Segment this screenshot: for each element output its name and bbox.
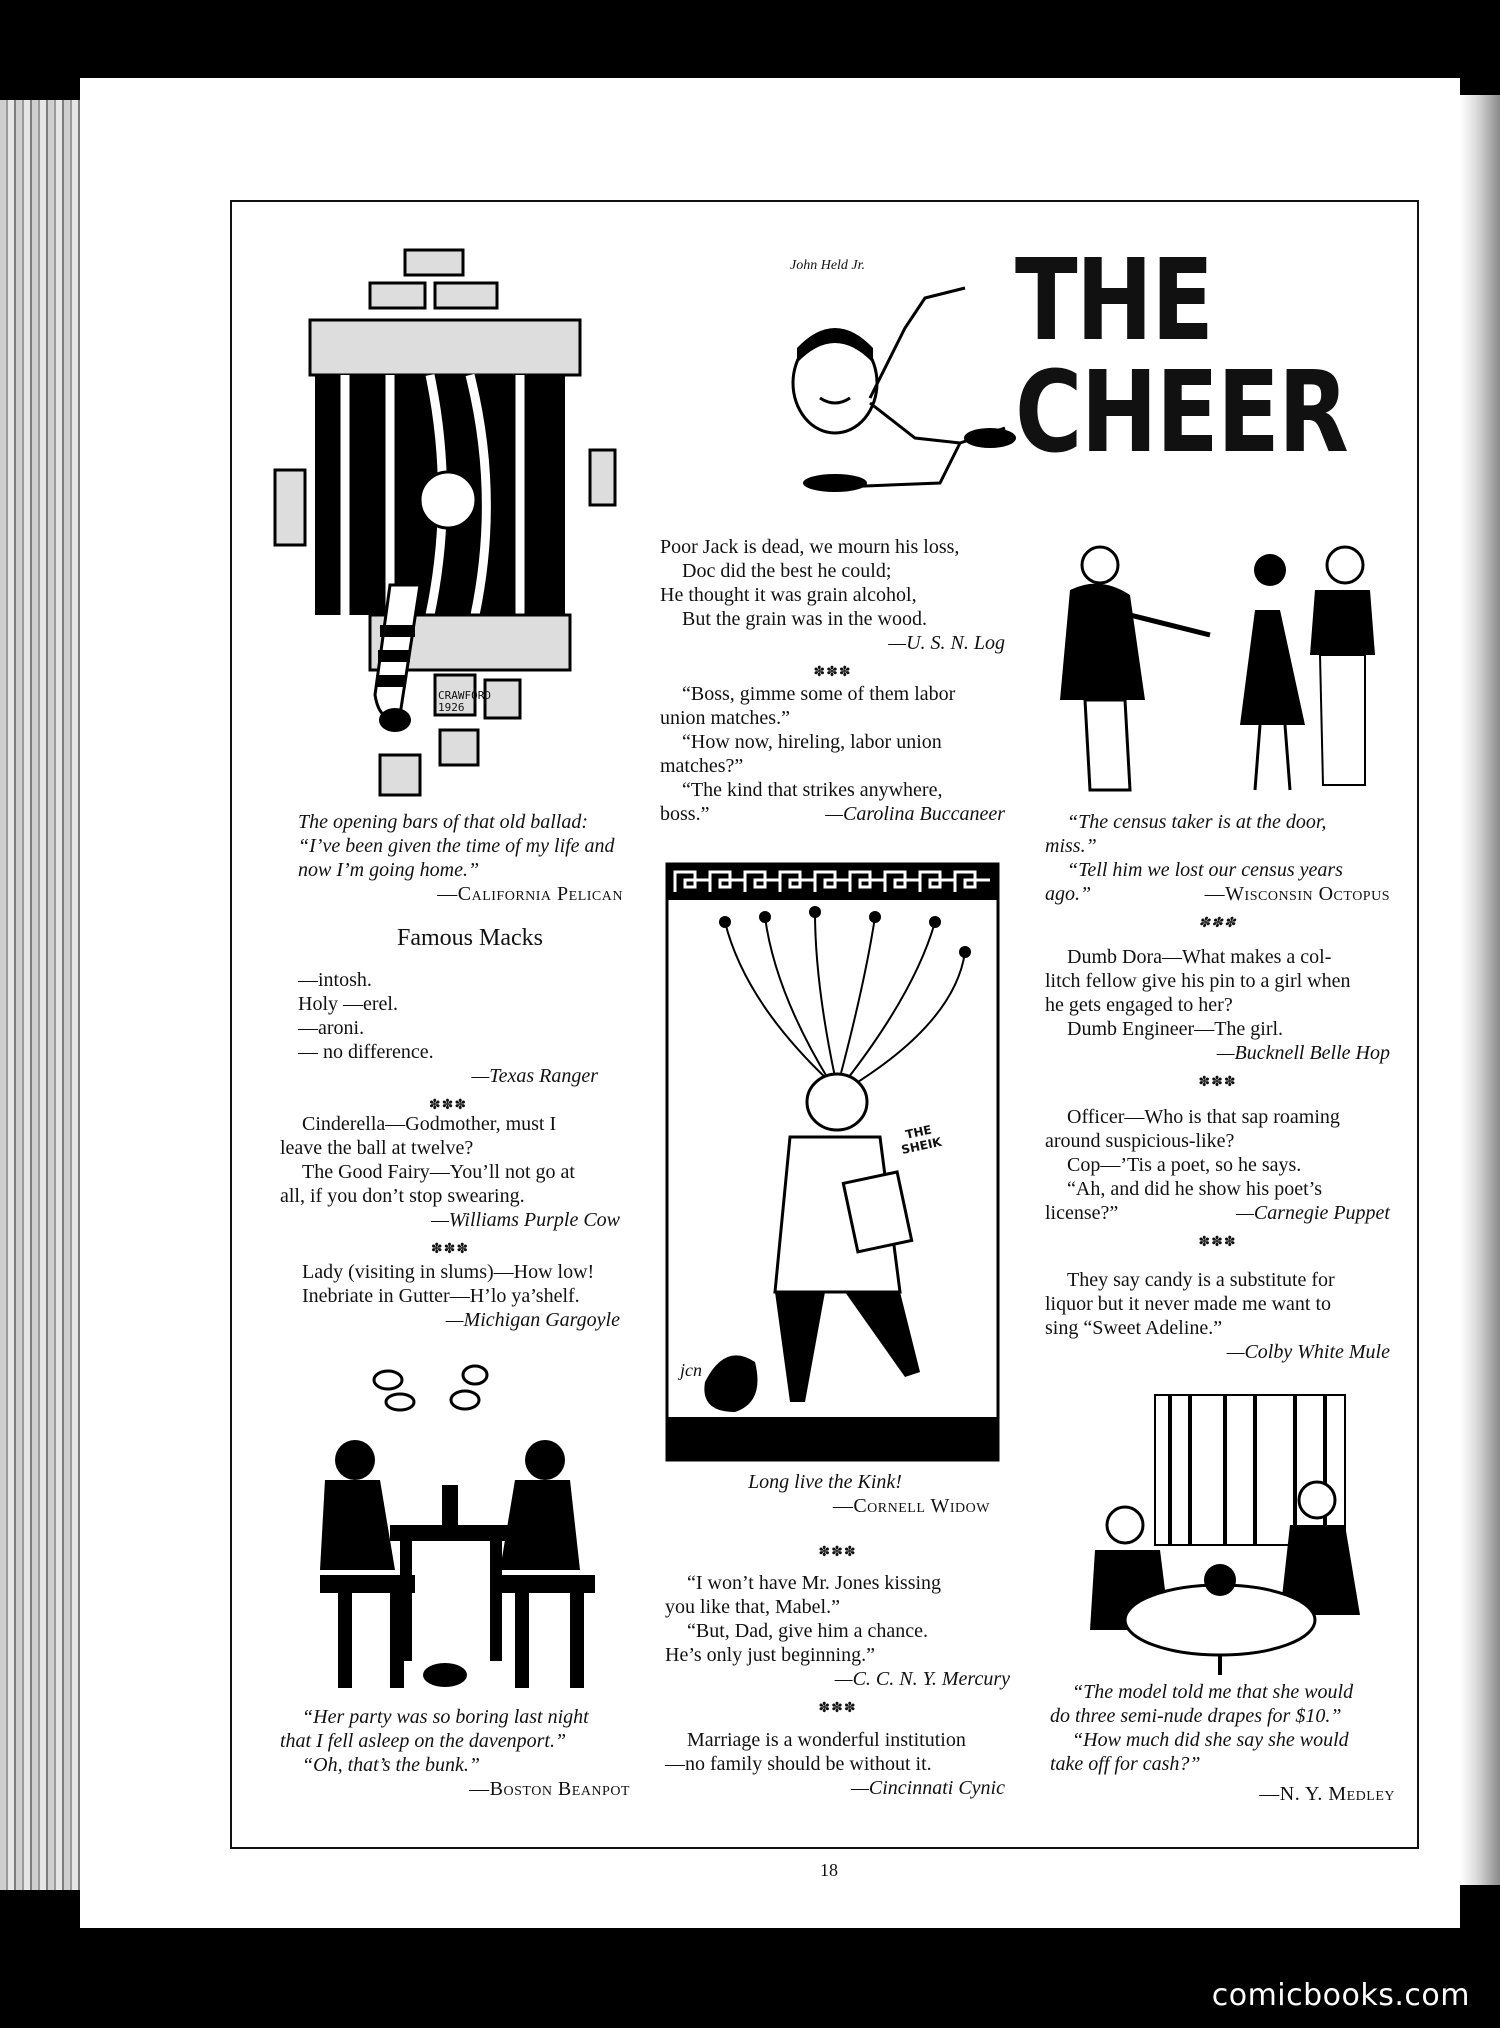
kink-signature: jcn bbox=[680, 1360, 702, 1380]
joke-line: The Good Fairy—You’ll not go at bbox=[302, 1161, 575, 1183]
caption-line: The opening bars of that old ballad: bbox=[298, 811, 588, 833]
joke-line: “The census taker is at the door, bbox=[1067, 811, 1327, 833]
joke-line: Marriage is a wonderful institution bbox=[687, 1729, 966, 1751]
cinderella-joke bbox=[280, 1112, 620, 1268]
joke-line: Dumb Dora—What makes a col- bbox=[1067, 946, 1332, 968]
header-artist-signature: John Held Jr. bbox=[790, 258, 866, 273]
joke-source: —Carnegie Puppet bbox=[1236, 1202, 1390, 1224]
joke-line: —aroni. bbox=[298, 1017, 365, 1039]
ornament-divider: ✽✽✽ bbox=[428, 1098, 468, 1113]
joke-line: They say candy is a substitute for bbox=[1067, 1269, 1335, 1291]
poem-line: Doc did the best he could; bbox=[682, 560, 892, 582]
joke-line: boss.” bbox=[660, 803, 710, 825]
jail-caption bbox=[298, 810, 623, 906]
joke-source: —C. C. N. Y. Mercury bbox=[834, 1668, 1010, 1690]
joke-line: —no family should be without it. bbox=[665, 1753, 932, 1775]
caption-line: that I fell asleep on the davenport.” bbox=[280, 1730, 567, 1752]
joke-line: sing “Sweet Adeline.” bbox=[1045, 1317, 1223, 1339]
joke-line: — no difference. bbox=[298, 1041, 434, 1063]
joke-line: all, if you don’t stop swearing. bbox=[280, 1185, 525, 1207]
joke-line: “I won’t have Mr. Jones kissing bbox=[687, 1572, 942, 1594]
restaurant-illustration bbox=[1055, 1390, 1385, 1680]
poem-source: —U. S. N. Log bbox=[888, 632, 1005, 654]
joke-line: Lady (visiting in slums)—How low! bbox=[302, 1261, 595, 1283]
joke-last-line bbox=[660, 802, 1005, 826]
poem-line: Poor Jack is dead, we mourn his loss, bbox=[660, 536, 960, 558]
site-watermark: comicbooks.com bbox=[1211, 1978, 1470, 2013]
joke-line: he gets engaged to her? bbox=[1045, 994, 1233, 1016]
joke-line: Cop—’Tis a poet, so he says. bbox=[1067, 1154, 1302, 1176]
census-joke bbox=[1045, 810, 1390, 942]
caption-source: —Cornell Widow bbox=[832, 1495, 990, 1517]
model-caption bbox=[1050, 1680, 1395, 1806]
joke-last-line bbox=[1045, 882, 1390, 906]
joke-line: “The kind that strikes anywhere, bbox=[682, 779, 943, 801]
famous-macks-title: Famous Macks bbox=[397, 925, 543, 951]
ornament-divider: ✽✽✽ bbox=[1198, 1075, 1237, 1090]
joke-line: “Ah, and did he show his poet’s bbox=[1067, 1178, 1322, 1200]
jail-signature: CRAWFORD 1926 bbox=[438, 689, 491, 714]
ornament-divider: ✽✽✽ bbox=[1198, 916, 1237, 931]
caption-line: “How much did she say she would bbox=[1072, 1729, 1349, 1751]
joke-source: —Bucknell Belle Hop bbox=[1216, 1042, 1390, 1064]
joke-source: —Williams Purple Cow bbox=[431, 1209, 620, 1231]
joke-line: “Tell him we lost our census years bbox=[1067, 859, 1343, 881]
caption-source: —California Pelican bbox=[437, 883, 623, 905]
party-caption bbox=[280, 1705, 630, 1801]
joke-source: —Carolina Buccaneer bbox=[825, 803, 1005, 825]
party-silhouette-illustration bbox=[300, 1360, 640, 1700]
kink-book-title: THE SHEIK bbox=[900, 1122, 943, 1157]
joke-line: Holy —erel. bbox=[298, 993, 398, 1015]
poem-line: He thought it was grain alcohol, bbox=[660, 584, 917, 606]
marriage-joke bbox=[665, 1728, 1005, 1800]
caption-line: now I’m going home.” bbox=[298, 859, 480, 881]
book-right-edge bbox=[1460, 95, 1500, 1885]
running-man-illustration bbox=[775, 268, 1035, 498]
joke-line: leave the ball at twelve? bbox=[280, 1137, 474, 1159]
page-title: THE CHEER bbox=[1015, 236, 1348, 478]
joke-source: —Wisconsin Octopus bbox=[1204, 883, 1390, 905]
jail-window-illustration bbox=[270, 245, 620, 800]
ornament-divider: ✽✽✽ bbox=[818, 1545, 857, 1560]
ornament-divider: ✽✽✽ bbox=[430, 1242, 470, 1257]
joke-line: —intosh. bbox=[298, 969, 372, 991]
famous-macks-joke bbox=[298, 968, 598, 1124]
ornament-divider: ✽✽✽ bbox=[1198, 1235, 1237, 1250]
joke-line: Officer—Who is that sap roaming bbox=[1067, 1106, 1340, 1128]
poem-line: But the grain was in the wood. bbox=[682, 608, 927, 630]
joke-line: liquor but it never made me want to bbox=[1045, 1293, 1332, 1315]
joke-line: license?” bbox=[1045, 1202, 1119, 1224]
kink-illustration bbox=[665, 862, 1000, 1462]
joke-source: —Cincinnati Cynic bbox=[851, 1777, 1005, 1799]
caption-line: “I’ve been given the time of my life and bbox=[298, 835, 615, 857]
joke-line: Dumb Engineer—The girl. bbox=[1067, 1018, 1284, 1040]
joke-source: —Texas Ranger bbox=[471, 1065, 598, 1087]
joke-line: “But, Dad, give him a chance. bbox=[687, 1620, 929, 1642]
joke-last-line bbox=[1045, 1201, 1390, 1225]
joke-line: matches?” bbox=[660, 755, 744, 777]
dora-joke bbox=[1045, 945, 1390, 1101]
joke-line: Cinderella—Godmother, must I bbox=[302, 1113, 557, 1135]
caption-source: —N. Y. Medley bbox=[1259, 1783, 1395, 1805]
caption-line: Long live the Kink! bbox=[748, 1471, 902, 1493]
caption-line: do three semi-nude drapes for $10.” bbox=[1050, 1705, 1342, 1727]
caption-line: “Her party was so boring last night bbox=[302, 1706, 589, 1728]
joke-line: union matches.” bbox=[660, 707, 790, 729]
kink-caption bbox=[660, 1470, 990, 1518]
officer-joke bbox=[1045, 1105, 1390, 1261]
boss-joke bbox=[660, 682, 1005, 826]
census-illustration bbox=[1045, 540, 1385, 805]
joke-line: “How now, hireling, labor union bbox=[682, 731, 942, 753]
ornament-divider: ✽✽✽ bbox=[813, 665, 852, 680]
joke-line: Inebriate in Gutter—H’lo ya’shelf. bbox=[302, 1285, 580, 1307]
ornament-divider: ✽✽✽ bbox=[818, 1701, 857, 1716]
caption-line: “The model told me that she would bbox=[1072, 1681, 1354, 1703]
caption-line: “Oh, that’s the bunk.” bbox=[302, 1754, 480, 1776]
joke-line: around suspicious-like? bbox=[1045, 1130, 1235, 1152]
joke-line: “Boss, gimme some of them labor bbox=[682, 683, 956, 705]
page-number: 18 bbox=[820, 1860, 838, 1880]
joke-source: —Colby White Mule bbox=[1226, 1341, 1390, 1363]
joke-line: you like that, Mabel.” bbox=[665, 1596, 840, 1618]
joke-line: litch fellow give his pin to a girl when bbox=[1045, 970, 1351, 992]
jack-poem bbox=[660, 535, 1005, 691]
caption-source: —Boston Beanpot bbox=[469, 1778, 630, 1800]
jones-joke bbox=[665, 1535, 1010, 1727]
candy-joke bbox=[1045, 1268, 1390, 1364]
joke-line: ago.” bbox=[1045, 883, 1092, 905]
joke-source: —Michigan Gargoyle bbox=[445, 1309, 620, 1331]
joke-line: He’s only just beginning.” bbox=[665, 1644, 875, 1666]
joke-line: miss.” bbox=[1045, 835, 1097, 857]
lady-joke bbox=[280, 1260, 620, 1332]
caption-line: take off for cash?” bbox=[1050, 1753, 1201, 1775]
